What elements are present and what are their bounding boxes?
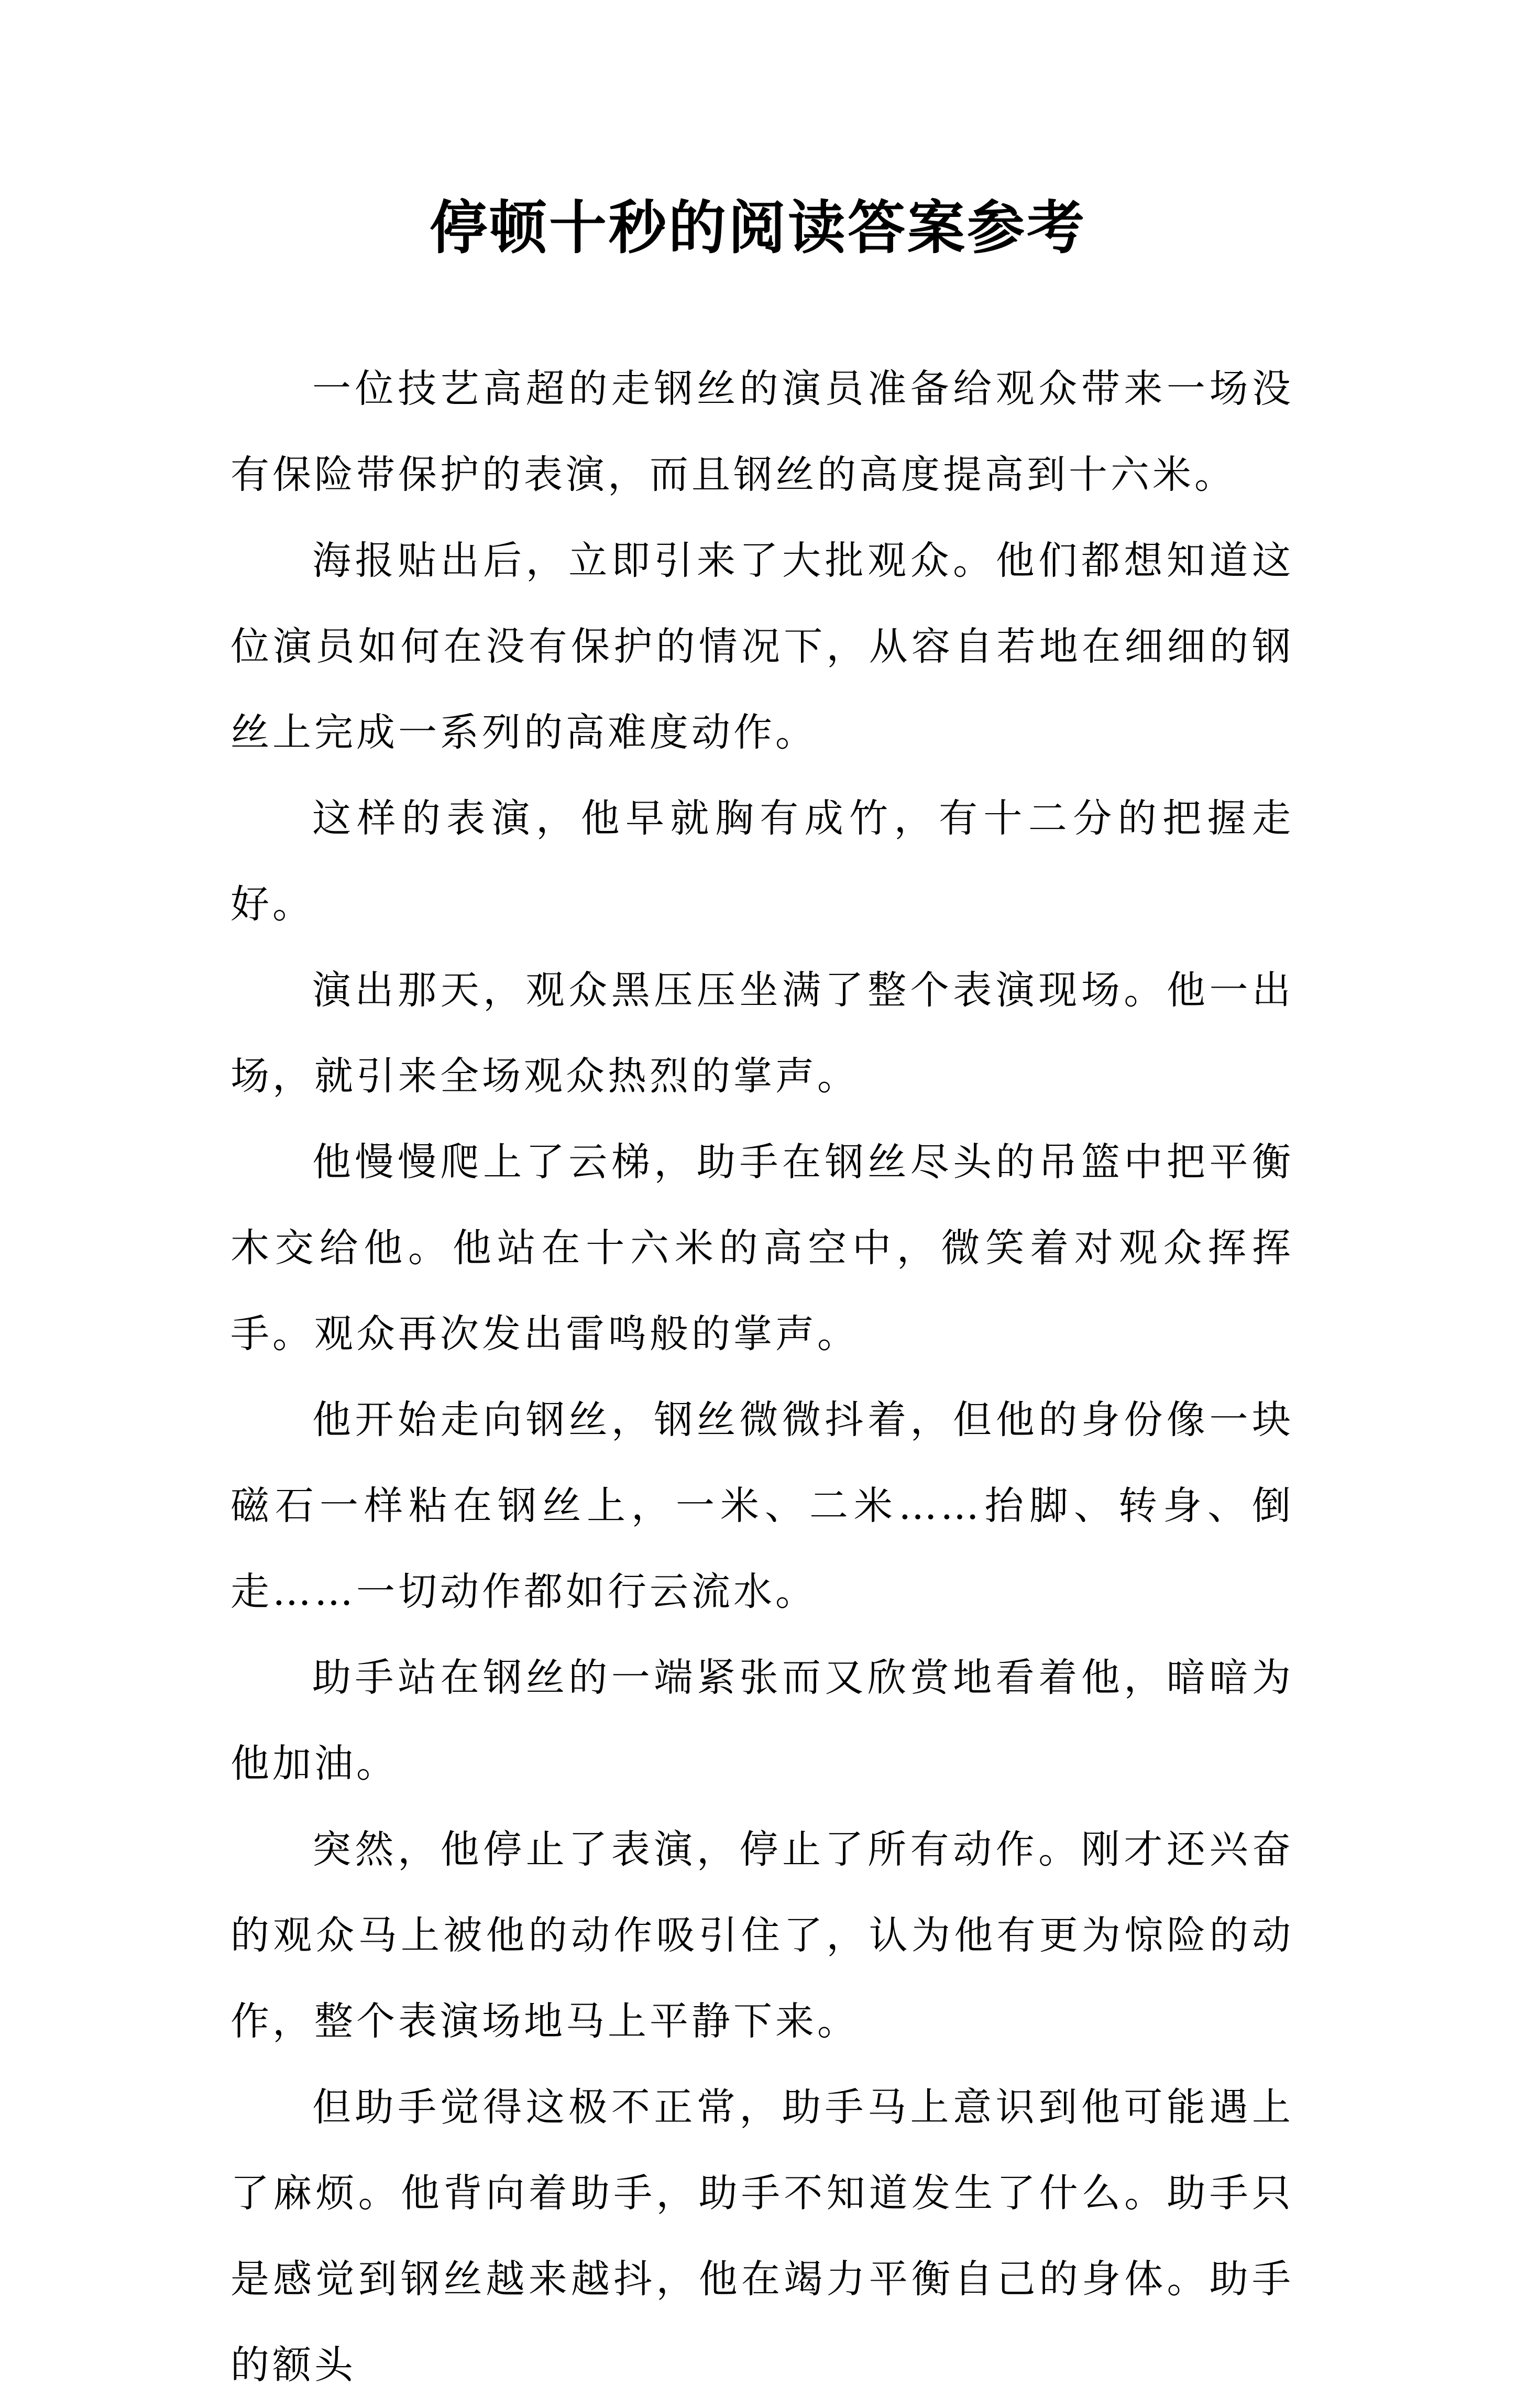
document-title: 停顿十秒的阅读答案参考	[430, 194, 1086, 261]
paragraph-3: 这样的表演，他早就胸有成竹，有十二分的把握走好。	[230, 796, 1294, 927]
paragraph-6: 他开始走向钢丝，钢丝微微抖着，但他的身份像一块磁石一样粘在钢丝上，一米、二米……抬脚、转身、倒走……一切动作都如行云流水。	[230, 1397, 1294, 1614]
paragraph-5: 他慢慢爬上了云梯，助手在钢丝尽头的吊篮中把平衡木交给他。他站在十六米的高空中，微笑着对观众挥挥手。观众再次发出雷鸣般的掌声。	[230, 1140, 1294, 1356]
paragraph-4: 演出那天，观众黑压压坐满了整个表演现场。他一出场，就引来全场观众热烈的掌声。	[230, 968, 1294, 1099]
paragraph-2: 海报贴出后，立即引来了大批观众。他们都想知道这位演员如何在没有保护的情况下，从容自若地在细细的钢丝上完成一系列的高难度动作。	[230, 538, 1294, 755]
paragraph-1: 一位技艺高超的走钢丝的演员准备给观众带来一场没有保险带保护的表演，而且钢丝的高度提高到十六米。	[230, 366, 1294, 497]
paragraph-9: 但助手觉得这极不正常，助手马上意识到他可能遇上了麻烦。他背向着助手，助手不知道发生了什么。助手只是感觉到钢丝越来越抖，他在竭力平衡自己的身体。助手的额头	[230, 2085, 1294, 2388]
paragraph-7: 助手站在钢丝的一端紧张而又欣赏地看着他，暗暗为他加油。	[230, 1655, 1294, 1786]
document-body	[230, 346, 1294, 2408]
paragraph-8: 突然，他停止了表演，停止了所有动作。刚才还兴奋的观众马上被他的动作吸引住了，认为他有更为惊险的动作，整个表演场地马上平静下来。	[230, 1827, 1294, 2044]
